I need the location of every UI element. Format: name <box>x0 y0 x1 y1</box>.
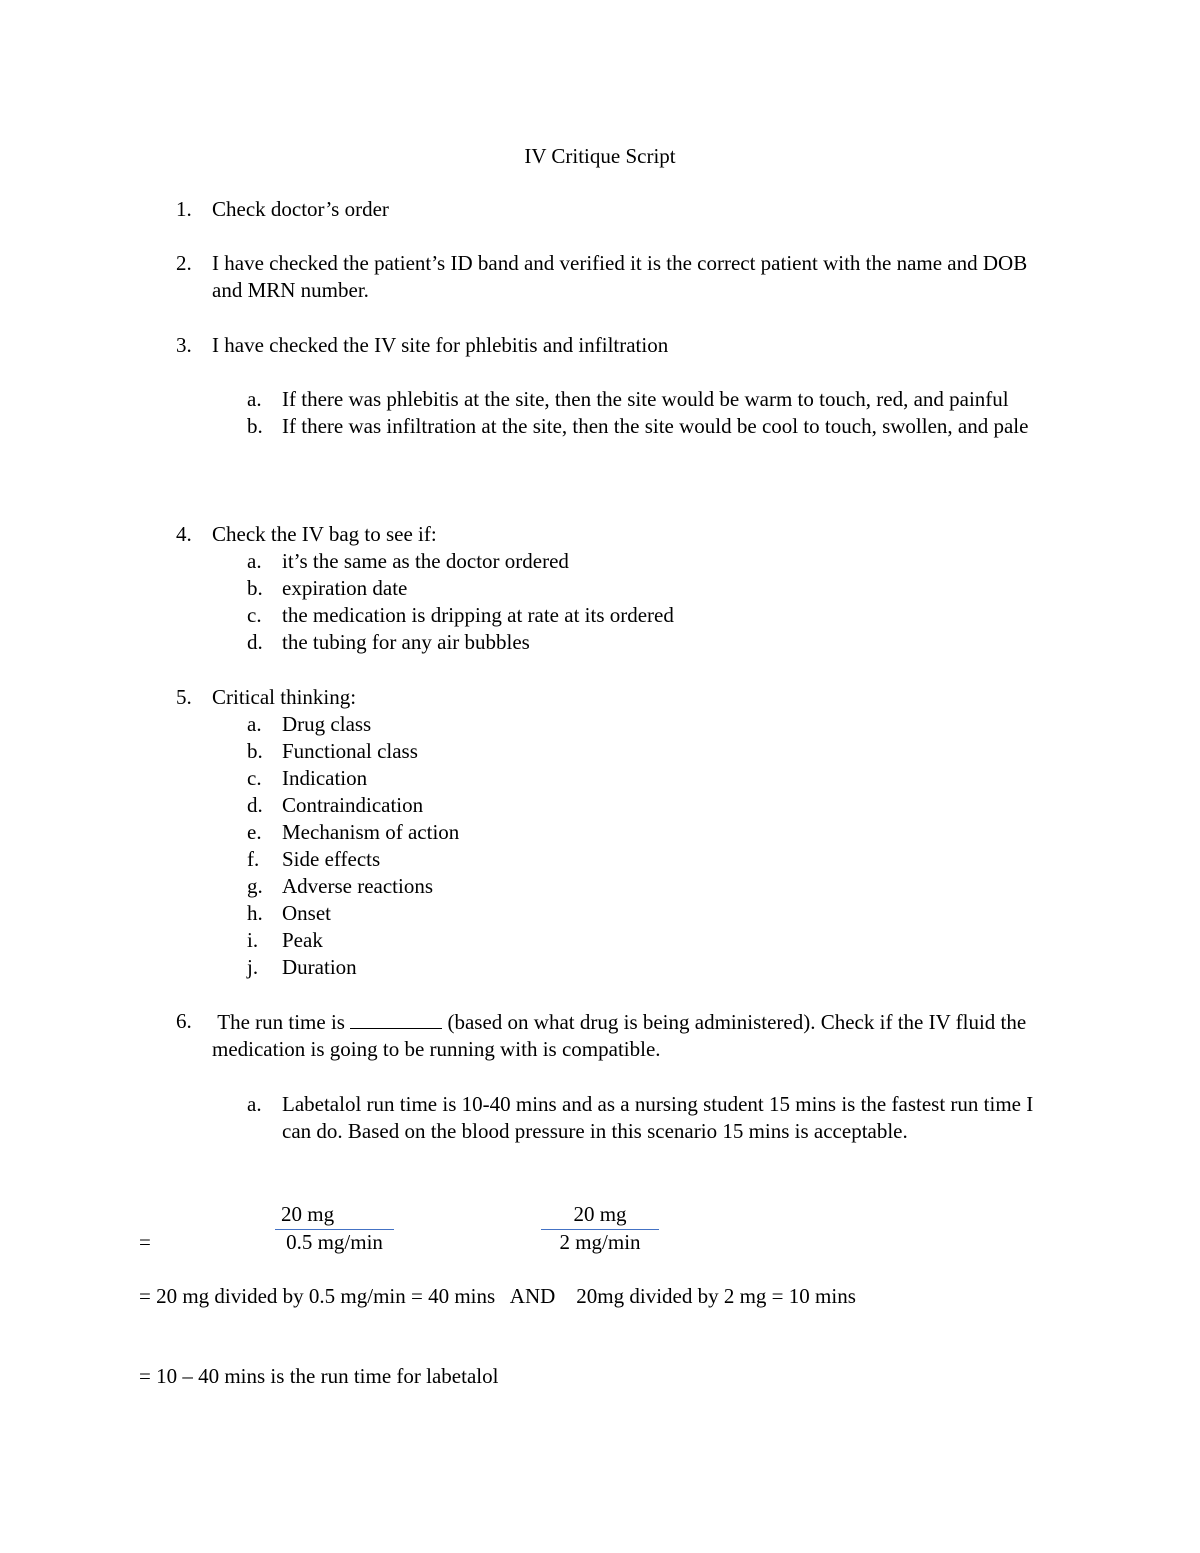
fraction-numerator: 20 mg <box>281 1202 335 1226</box>
sub-item-text: Adverse reactions <box>282 874 434 898</box>
sub-item-letter: c. <box>247 603 262 627</box>
sub-item-letter: a. <box>247 549 262 573</box>
fill-in-blank <box>350 1008 442 1029</box>
item-number: 6. <box>176 1009 192 1033</box>
sub-item-4c <box>247 602 1046 629</box>
fraction-2 <box>541 1201 659 1256</box>
list-item-3 <box>176 332 1046 440</box>
item-number: 4. <box>176 522 192 546</box>
sub-item-letter: b. <box>247 576 263 600</box>
sub-item-letter: a. <box>247 1092 262 1116</box>
item-text: I have checked the patient’s ID band and verified it is the correct patient with the name and DOB and MRN number. <box>212 251 1028 302</box>
calculation-line: = 20 mg divided by 0.5 mg/min = 40 mins AND 20mg divided by 2 mg = 10 mins <box>139 1284 856 1308</box>
fraction-denominator: 2 mg/min <box>559 1230 641 1254</box>
sub-item-5g <box>247 873 1046 900</box>
sub-item-5e <box>247 819 1046 846</box>
sub-item-letter: d. <box>247 793 263 817</box>
sub-item-4b <box>247 575 1046 602</box>
sub-item-letter: c. <box>247 766 262 790</box>
sub-item-letter: e. <box>247 820 262 844</box>
sub-item-5a <box>247 711 1046 738</box>
sub-item-letter: a. <box>247 712 262 736</box>
sub-item-letter: a. <box>247 387 262 411</box>
fraction-numerator: 20 mg <box>573 1202 627 1226</box>
sub-item-text: Labetalol run time is 10-40 mins and as a nursing student 15 mins is the fastest run time I can do. Based on the blood pressure in this scenario 15 mins is acceptable. <box>282 1092 1034 1143</box>
sub-item-6a <box>247 1091 1046 1145</box>
sub-item-letter: g. <box>247 874 263 898</box>
sub-item-3a <box>247 386 1046 413</box>
sub-item-letter: b. <box>247 414 263 438</box>
sub-item-text: Mechanism of action <box>282 820 460 844</box>
result-line: = 10 – 40 mins is the run time for labetalol <box>139 1364 499 1388</box>
item-text-after: (based on what drug is being administered). Check if the IV fluid the medication is going to be running with is compatible. <box>212 1010 1027 1061</box>
item-number: 2. <box>176 251 192 275</box>
sub-item-5i <box>247 927 1046 954</box>
sub-item-letter: f. <box>247 847 260 871</box>
sub-item-5f <box>247 846 1046 873</box>
sub-item-text: the tubing for any air bubbles <box>282 630 530 654</box>
sub-item-text: If there was infiltration at the site, then the site would be cool to touch, swollen, and pale <box>282 414 1029 438</box>
fraction-denominator: 0.5 mg/min <box>286 1230 383 1254</box>
sub-item-5d <box>247 792 1046 819</box>
sub-item-3b <box>247 413 1046 440</box>
sub-item-letter: h. <box>247 901 263 925</box>
item-text: Check the IV bag to see if: <box>212 522 437 546</box>
sub-item-text: Side effects <box>282 847 381 871</box>
sub-item-letter: b. <box>247 739 263 763</box>
item-text <box>212 1008 1046 1063</box>
sub-item-letter: j. <box>247 955 259 979</box>
sub-item-5c <box>247 765 1046 792</box>
equals-sign: = <box>139 1230 151 1254</box>
sub-item-4a <box>247 548 1046 575</box>
sub-item-text: Functional class <box>282 739 418 763</box>
sub-item-text: expiration date <box>282 576 408 600</box>
sub-item-5j <box>247 954 1046 981</box>
fraction-1 <box>275 1201 394 1256</box>
item-number: 3. <box>176 333 192 357</box>
item-number: 5. <box>176 685 192 709</box>
sub-item-5b <box>247 738 1046 765</box>
list-item-5 <box>176 684 1046 981</box>
sub-item-text: Peak <box>282 928 323 952</box>
item-text: Check doctor’s order <box>212 197 389 221</box>
item-number: 1. <box>176 197 192 221</box>
sub-item-text: If there was phlebitis at the site, then the site would be warm to touch, red, and painful <box>282 387 1009 411</box>
list-item-2 <box>176 250 1046 304</box>
sub-item-text: Duration <box>282 955 357 979</box>
sub-item-text: Contraindication <box>282 793 424 817</box>
sub-item-text: the medication is dripping at rate at its ordered <box>282 603 674 627</box>
sub-item-5h <box>247 900 1046 927</box>
sub-item-letter: i. <box>247 928 259 952</box>
sub-item-4d <box>247 629 1046 656</box>
item-text-before: The run time is <box>217 1010 345 1034</box>
list-item-6 <box>176 1008 1046 1145</box>
sub-item-text: Drug class <box>282 712 372 736</box>
document-title: IV Critique Script <box>524 144 676 168</box>
sub-item-text: it’s the same as the doctor ordered <box>282 549 569 573</box>
sub-item-letter: d. <box>247 630 263 654</box>
sub-item-text: Onset <box>282 901 331 925</box>
list-item-1 <box>176 196 1046 223</box>
sub-item-text: Indication <box>282 766 368 790</box>
list-item-4 <box>176 521 1046 656</box>
item-text: Critical thinking: <box>212 685 357 709</box>
item-text: I have checked the IV site for phlebitis and infiltration <box>212 333 669 357</box>
